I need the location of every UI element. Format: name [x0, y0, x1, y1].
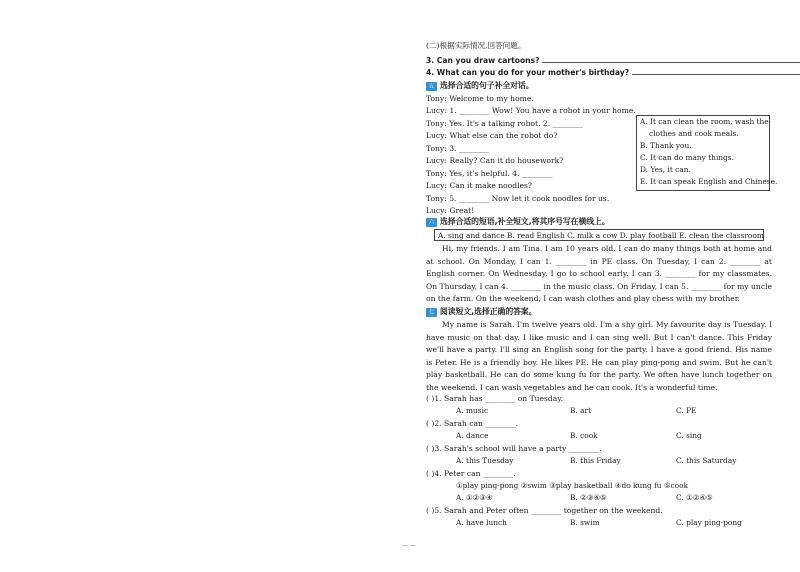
question-stem: ( )4. Peter can ________.	[426, 469, 516, 478]
section6-title: 选择合适的短语,补全短文,将其序号写在横线上。	[440, 217, 610, 226]
choice-a[interactable]: A. this Tuesday	[456, 456, 514, 465]
choice-c[interactable]: C. ①②④⑤	[676, 493, 713, 502]
option-b: B. Thank you.	[640, 141, 692, 150]
choice-a[interactable]: A. music	[456, 406, 489, 415]
section7-header	[426, 307, 537, 317]
section5-badge: 五	[426, 82, 437, 91]
section7-badge: 七	[426, 308, 437, 317]
choice-a[interactable]: A. dance	[456, 431, 489, 440]
choice-c[interactable]: C. play ping-pong	[676, 518, 742, 527]
choice-b[interactable]: B. ②③④⑤	[570, 493, 607, 502]
section6-header	[426, 217, 610, 227]
choice-b[interactable]: B. this Friday	[570, 456, 621, 465]
dialog-line: Tony: Yes, it's helpful. 4. ________	[426, 169, 553, 178]
option-d: D. Yes, it can.	[640, 165, 691, 174]
answer-line-3[interactable]	[542, 55, 800, 63]
section7-title: 阅读短文,选择正确的答案。	[440, 307, 537, 316]
option-c: C. It can do many things.	[640, 153, 734, 162]
section5-header	[426, 81, 534, 91]
section7-passage: My name is Sarah. I'm twelve years old. I'm a shy girl. My favourite day is Tuesday. I have music on that day. I like music and I can sing well. But I can't dance. This Friday we'll have a party. I'll sing an English song for the party. I have a good friend. His name is Peter. He is a friendly boy. He likes PE. He can play ping-pong and swim. But he can't play basketball. He can do some kung fu for the party. We often have lunch together on the weekend. I can wash vegetables and he can cook. It's a wonderful time.	[426, 320, 772, 392]
sub-options: ①play ping-pong ②swim ③play basketball ④do kung fu ⑤cook	[456, 481, 689, 490]
dialog-line: Lucy: 1. ________ Wow! You have a robot in your home.	[426, 106, 636, 115]
dialog-line: Lucy: Great!	[426, 206, 475, 215]
dialog-line: Lucy: Really? Can it do housework?	[426, 156, 564, 165]
question-3: 3. Can you draw cartoons?	[426, 55, 800, 66]
choice-b[interactable]: B. cook	[570, 431, 598, 440]
page-footer: — —	[402, 542, 416, 549]
part2-heading: (二)根据实际情况,回答问题。	[426, 41, 526, 50]
question-stem: ( )2. Sarah can ________.	[426, 419, 519, 428]
choice-b[interactable]: B. swim	[570, 518, 600, 527]
question-stem: ( )5. Sarah and Peter often ________ together on the weekend.	[426, 506, 663, 515]
option-a: A. It can clean the room, wash the	[640, 117, 769, 126]
section6-badge: 六	[426, 218, 437, 227]
choice-a[interactable]: A. have lunch	[456, 518, 507, 527]
choice-b[interactable]: B. art	[570, 406, 592, 415]
choice-a[interactable]: A. ①②③④	[456, 493, 493, 502]
question-stem: ( )1. Sarah has ________ on Tuesday.	[426, 394, 564, 403]
section5-title: 选择合适的句子补全对话。	[440, 81, 534, 90]
dialog-line: Lucy: Can it make noodles?	[426, 181, 533, 190]
answer-line-4[interactable]	[632, 67, 800, 75]
options-box	[636, 115, 778, 191]
dialog-line: Tony: Yes. It's a talking robot. 2. ________	[426, 119, 583, 128]
dialog-line: Tony: 5. ________ Now let it cook noodles for us.	[426, 194, 610, 203]
choice-c[interactable]: C. this Saturday	[676, 456, 737, 465]
option-a-cont: clothes and cook meals.	[649, 129, 739, 138]
dialog-line: Tony: Welcome to my home.	[426, 94, 534, 103]
dialog-line: Tony: 3. ________	[426, 144, 490, 153]
section6-passage: Hi, my friends. I am Tina. I am 10 years old. I can do many things both at home and at school. On Monday, I can 1. ________ in PE class. On Tuesday, I can 2. ________ at English corner. On Wednesday, I go to school early. I can 3. ________ for my classmates. On Thursday, I can 4. ________ in the music class. On Friday, I can 5. ________ for my uncle on the farm. On the weekend, I can wash clothes and play chess with my brother.	[426, 244, 772, 304]
option-e: E. It can speak English and Chinese.	[640, 177, 778, 186]
question-4: 4. What can you do for your mother's birthday?	[426, 67, 800, 78]
phrase-box: A. sing and dance B. read English C. milk a cow D. play football E. clean the classroom	[434, 229, 764, 241]
question-stem: ( )3. Sarah's school will have a party ________.	[426, 444, 602, 453]
choice-c[interactable]: C. sing	[676, 431, 702, 440]
dialog-line: Lucy: What else can the robot do?	[426, 131, 558, 140]
choice-c[interactable]: C. PE	[676, 406, 697, 415]
